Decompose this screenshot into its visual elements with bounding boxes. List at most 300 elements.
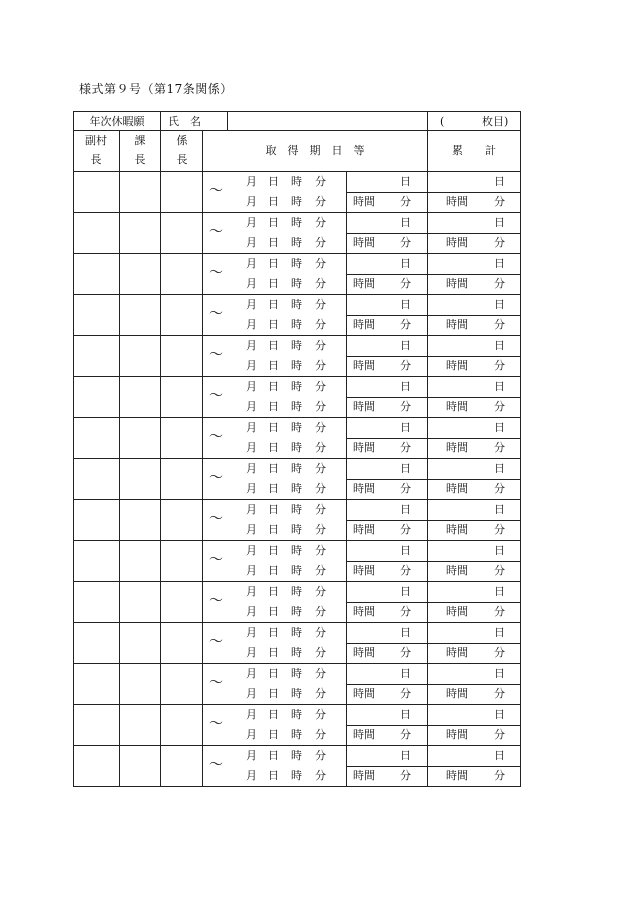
section-chief-seal[interactable]	[120, 254, 159, 293]
start-day-label: 日	[268, 585, 279, 598]
section-chief-seal[interactable]	[120, 172, 159, 211]
subsection-chief-seal[interactable]	[161, 377, 201, 416]
total-day-label: 日	[494, 339, 505, 352]
tilde: 〜	[209, 716, 223, 732]
subsection-chief-header-line2: 長	[176, 153, 188, 166]
end-day-label: 日	[268, 400, 279, 413]
deputy-village-head-header-line1: 副村	[85, 134, 107, 147]
end-hour-label: 時	[291, 236, 302, 249]
leave-row	[73, 541, 521, 582]
duration-minutes-label: 分	[400, 236, 411, 249]
subsection-chief-header-line1: 係	[176, 134, 188, 147]
end-day-label: 日	[268, 318, 279, 331]
column-header-row	[73, 131, 521, 172]
leave-row	[73, 336, 521, 377]
start-hour-label: 時	[291, 544, 302, 557]
duration-day-label: 日	[400, 626, 411, 639]
start-hour-label: 時	[291, 339, 302, 352]
total-minutes-label: 分	[494, 605, 505, 618]
end-month-label: 月	[246, 318, 257, 331]
duration-minutes-label: 分	[400, 523, 411, 536]
end-month-label: 月	[246, 400, 257, 413]
end-hour-label: 時	[291, 523, 302, 536]
divider	[202, 295, 203, 335]
total-hours-label: 時間	[446, 195, 468, 208]
duration-day-label: 日	[400, 667, 411, 680]
end-day-label: 日	[268, 687, 279, 700]
total-day-label: 日	[494, 298, 505, 311]
duration-minutes-label: 分	[400, 769, 411, 782]
duration-hours-label: 時間	[353, 236, 375, 249]
end-hour-label: 時	[291, 400, 302, 413]
divider	[346, 643, 521, 644]
duration-minutes-label: 分	[400, 277, 411, 290]
deputy-village-head-header-line2: 長	[90, 153, 102, 166]
leave-row	[73, 418, 521, 459]
start-day-label: 日	[268, 462, 279, 475]
duration-hours-label: 時間	[353, 277, 375, 290]
total-minutes-label: 分	[494, 687, 505, 700]
start-day-label: 日	[268, 544, 279, 557]
section-chief-seal[interactable]	[120, 541, 159, 580]
end-minute-label: 分	[315, 359, 326, 372]
name-label: 氏 名	[168, 115, 201, 128]
end-day-label: 日	[268, 646, 279, 659]
end-minute-label: 分	[315, 605, 326, 618]
section-chief-header-line1: 課	[134, 134, 146, 147]
divider	[202, 582, 203, 622]
subsection-chief-seal[interactable]	[161, 336, 201, 375]
duration-hours-label: 時間	[353, 523, 375, 536]
duration-minutes-label: 分	[400, 359, 411, 372]
deputy-village-head-seal[interactable]	[74, 172, 118, 211]
duration-day-label: 日	[400, 339, 411, 352]
subsection-chief-seal[interactable]	[161, 254, 201, 293]
start-day-label: 日	[268, 503, 279, 516]
section-chief-seal[interactable]	[120, 705, 159, 744]
duration-hours-label: 時間	[353, 646, 375, 659]
end-month-label: 月	[246, 482, 257, 495]
total-hours-label: 時間	[446, 359, 468, 372]
sheet-number-label: 枚目)	[482, 115, 509, 128]
divider	[346, 766, 521, 767]
period-header: 取 得 期 日 等	[265, 144, 365, 157]
end-month-label: 月	[246, 605, 257, 618]
subsection-chief-seal[interactable]	[161, 541, 201, 580]
total-minutes-label: 分	[494, 646, 505, 659]
deputy-village-head-seal[interactable]	[74, 459, 118, 498]
end-day-label: 日	[268, 441, 279, 454]
leave-request-form	[73, 111, 521, 787]
section-chief-seal[interactable]	[120, 746, 159, 785]
end-hour-label: 時	[291, 769, 302, 782]
end-day-label: 日	[268, 523, 279, 536]
start-month-label: 月	[246, 339, 257, 352]
end-minute-label: 分	[315, 318, 326, 331]
end-month-label: 月	[246, 564, 257, 577]
start-hour-label: 時	[291, 421, 302, 434]
total-hours-label: 時間	[446, 687, 468, 700]
end-day-label: 日	[268, 482, 279, 495]
end-hour-label: 時	[291, 482, 302, 495]
divider	[202, 213, 203, 253]
total-hours-label: 時間	[446, 441, 468, 454]
total-minutes-label: 分	[494, 318, 505, 331]
duration-day-label: 日	[400, 503, 411, 516]
total-minutes-label: 分	[494, 769, 505, 782]
duration-hours-label: 時間	[353, 687, 375, 700]
start-month-label: 月	[246, 462, 257, 475]
leave-row	[73, 377, 521, 418]
divider	[346, 438, 521, 439]
duration-day-label: 日	[400, 544, 411, 557]
deputy-village-head-seal[interactable]	[74, 664, 118, 703]
tilde: 〜	[209, 757, 223, 773]
start-day-label: 日	[268, 175, 279, 188]
total-hours-label: 時間	[446, 318, 468, 331]
tilde: 〜	[209, 634, 223, 650]
start-day-label: 日	[268, 708, 279, 721]
duration-hours-label: 時間	[353, 605, 375, 618]
subsection-chief-seal[interactable]	[161, 746, 201, 785]
start-minute-label: 分	[315, 749, 326, 762]
duration-day-label: 日	[400, 708, 411, 721]
duration-day-label: 日	[400, 421, 411, 434]
total-minutes-label: 分	[494, 441, 505, 454]
deputy-village-head-seal[interactable]	[74, 746, 118, 785]
duration-minutes-label: 分	[400, 728, 411, 741]
end-month-label: 月	[246, 523, 257, 536]
leave-rows	[73, 172, 521, 787]
section-chief-seal[interactable]	[120, 213, 159, 252]
divider	[346, 192, 521, 193]
duration-hours-label: 時間	[353, 769, 375, 782]
deputy-village-head-seal[interactable]	[74, 377, 118, 416]
start-minute-label: 分	[315, 544, 326, 557]
end-hour-label: 時	[291, 441, 302, 454]
section-chief-seal[interactable]	[120, 418, 159, 457]
subsection-chief-seal[interactable]	[161, 213, 201, 252]
total-minutes-label: 分	[494, 728, 505, 741]
end-minute-label: 分	[315, 728, 326, 741]
start-hour-label: 時	[291, 503, 302, 516]
divider	[346, 356, 521, 357]
divider	[202, 459, 203, 499]
deputy-village-head-seal[interactable]	[74, 582, 118, 621]
section-chief-seal[interactable]	[120, 664, 159, 703]
duration-hours-label: 時間	[353, 400, 375, 413]
leave-row	[73, 623, 521, 664]
leave-row	[73, 500, 521, 541]
total-hours-label: 時間	[446, 728, 468, 741]
duration-minutes-label: 分	[400, 318, 411, 331]
cumulative-header: 累 計	[452, 144, 496, 157]
subsection-chief-seal[interactable]	[161, 500, 201, 539]
tilde: 〜	[209, 593, 223, 609]
section-chief-seal[interactable]	[120, 623, 159, 662]
deputy-village-head-seal[interactable]	[74, 418, 118, 457]
section-chief-header-line2: 長	[134, 153, 146, 166]
duration-hours-label: 時間	[353, 728, 375, 741]
start-minute-label: 分	[315, 503, 326, 516]
tilde: 〜	[209, 470, 223, 486]
total-day-label: 日	[494, 708, 505, 721]
start-minute-label: 分	[315, 708, 326, 721]
start-day-label: 日	[268, 626, 279, 639]
total-minutes-label: 分	[494, 359, 505, 372]
subsection-chief-seal[interactable]	[161, 705, 201, 744]
duration-minutes-label: 分	[400, 482, 411, 495]
duration-minutes-label: 分	[400, 605, 411, 618]
start-hour-label: 時	[291, 175, 302, 188]
total-hours-label: 時間	[446, 523, 468, 536]
total-hours-label: 時間	[446, 646, 468, 659]
divider	[202, 254, 203, 294]
leave-row	[73, 295, 521, 336]
section-chief-seal[interactable]	[120, 500, 159, 539]
form-caption: 様式第９号（第17条関係）	[79, 82, 233, 96]
end-day-label: 日	[268, 359, 279, 372]
end-month-label: 月	[246, 728, 257, 741]
divider	[202, 418, 203, 458]
total-day-label: 日	[494, 421, 505, 434]
subsection-chief-seal[interactable]	[161, 295, 201, 334]
tilde: 〜	[209, 306, 223, 322]
divider	[202, 500, 203, 540]
header-row	[73, 111, 521, 131]
tilde: 〜	[209, 265, 223, 281]
tilde: 〜	[209, 675, 223, 691]
leave-row	[73, 582, 521, 623]
end-day-label: 日	[268, 728, 279, 741]
end-minute-label: 分	[315, 646, 326, 659]
subsection-chief-seal[interactable]	[161, 172, 201, 211]
divider	[160, 112, 161, 130]
duration-day-label: 日	[400, 257, 411, 270]
divider	[346, 602, 521, 603]
end-month-label: 月	[246, 195, 257, 208]
divider	[202, 664, 203, 704]
section-chief-seal[interactable]	[120, 459, 159, 498]
start-month-label: 月	[246, 749, 257, 762]
divider	[202, 336, 203, 376]
section-chief-seal[interactable]	[120, 377, 159, 416]
duration-hours-label: 時間	[353, 441, 375, 454]
deputy-village-head-seal[interactable]	[74, 336, 118, 375]
total-hours-label: 時間	[446, 400, 468, 413]
divider	[227, 112, 228, 130]
end-minute-label: 分	[315, 236, 326, 249]
divider	[119, 131, 120, 171]
start-hour-label: 時	[291, 298, 302, 311]
divider	[346, 397, 521, 398]
tilde: 〜	[209, 183, 223, 199]
total-minutes-label: 分	[494, 400, 505, 413]
end-month-label: 月	[246, 441, 257, 454]
leave-row	[73, 705, 521, 746]
end-month-label: 月	[246, 687, 257, 700]
start-month-label: 月	[246, 503, 257, 516]
tilde: 〜	[209, 511, 223, 527]
duration-day-label: 日	[400, 585, 411, 598]
form-title: 年次休暇願	[89, 115, 145, 128]
start-month-label: 月	[246, 544, 257, 557]
end-hour-label: 時	[291, 646, 302, 659]
end-month-label: 月	[246, 236, 257, 249]
divider	[346, 315, 521, 316]
subsection-chief-seal[interactable]	[161, 664, 201, 703]
end-month-label: 月	[246, 359, 257, 372]
start-day-label: 日	[268, 339, 279, 352]
start-minute-label: 分	[315, 175, 326, 188]
total-day-label: 日	[494, 175, 505, 188]
start-month-label: 月	[246, 667, 257, 680]
end-hour-label: 時	[291, 195, 302, 208]
start-minute-label: 分	[315, 585, 326, 598]
end-hour-label: 時	[291, 318, 302, 331]
start-month-label: 月	[246, 421, 257, 434]
deputy-village-head-seal[interactable]	[74, 254, 118, 293]
duration-minutes-label: 分	[400, 195, 411, 208]
subsection-chief-seal[interactable]	[161, 582, 201, 621]
duration-hours-label: 時間	[353, 318, 375, 331]
leave-row	[73, 746, 521, 787]
end-day-label: 日	[268, 605, 279, 618]
start-hour-label: 時	[291, 462, 302, 475]
total-day-label: 日	[494, 462, 505, 475]
duration-day-label: 日	[400, 462, 411, 475]
duration-day-label: 日	[400, 175, 411, 188]
start-hour-label: 時	[291, 667, 302, 680]
leave-row	[73, 213, 521, 254]
start-month-label: 月	[246, 216, 257, 229]
start-minute-label: 分	[315, 216, 326, 229]
start-hour-label: 時	[291, 216, 302, 229]
divider	[346, 274, 521, 275]
start-minute-label: 分	[315, 421, 326, 434]
duration-minutes-label: 分	[400, 646, 411, 659]
section-chief-seal[interactable]	[120, 295, 159, 334]
leave-row	[73, 459, 521, 500]
deputy-village-head-seal[interactable]	[74, 705, 118, 744]
deputy-village-head-seal[interactable]	[74, 541, 118, 580]
leave-row	[73, 664, 521, 705]
divider	[346, 725, 521, 726]
start-hour-label: 時	[291, 749, 302, 762]
end-month-label: 月	[246, 277, 257, 290]
end-hour-label: 時	[291, 359, 302, 372]
divider	[346, 684, 521, 685]
end-day-label: 日	[268, 236, 279, 249]
deputy-village-head-seal[interactable]	[74, 295, 118, 334]
total-day-label: 日	[494, 503, 505, 516]
start-minute-label: 分	[315, 298, 326, 311]
start-minute-label: 分	[315, 380, 326, 393]
total-hours-label: 時間	[446, 605, 468, 618]
total-day-label: 日	[494, 585, 505, 598]
subsection-chief-seal[interactable]	[161, 459, 201, 498]
end-minute-label: 分	[315, 564, 326, 577]
end-minute-label: 分	[315, 482, 326, 495]
divider	[202, 541, 203, 581]
start-minute-label: 分	[315, 667, 326, 680]
start-day-label: 日	[268, 216, 279, 229]
total-day-label: 日	[494, 216, 505, 229]
start-day-label: 日	[268, 667, 279, 680]
total-day-label: 日	[494, 380, 505, 393]
deputy-village-head-seal[interactable]	[74, 623, 118, 662]
total-minutes-label: 分	[494, 277, 505, 290]
end-minute-label: 分	[315, 523, 326, 536]
end-month-label: 月	[246, 769, 257, 782]
start-hour-label: 時	[291, 380, 302, 393]
start-hour-label: 時	[291, 708, 302, 721]
total-hours-label: 時間	[446, 277, 468, 290]
end-hour-label: 時	[291, 728, 302, 741]
total-hours-label: 時間	[446, 236, 468, 249]
section-chief-seal[interactable]	[120, 336, 159, 375]
divider	[202, 705, 203, 745]
duration-minutes-label: 分	[400, 400, 411, 413]
subsection-chief-seal[interactable]	[161, 623, 201, 662]
start-day-label: 日	[268, 380, 279, 393]
end-minute-label: 分	[315, 769, 326, 782]
divider	[160, 131, 161, 171]
start-hour-label: 時	[291, 585, 302, 598]
deputy-village-head-seal[interactable]	[74, 500, 118, 539]
duration-minutes-label: 分	[400, 441, 411, 454]
end-minute-label: 分	[315, 277, 326, 290]
start-month-label: 月	[246, 380, 257, 393]
total-minutes-label: 分	[494, 482, 505, 495]
divider	[427, 131, 428, 171]
duration-minutes-label: 分	[400, 564, 411, 577]
total-minutes-label: 分	[494, 564, 505, 577]
start-day-label: 日	[268, 749, 279, 762]
section-chief-seal[interactable]	[120, 582, 159, 621]
total-day-label: 日	[494, 257, 505, 270]
start-month-label: 月	[246, 708, 257, 721]
sheet-paren-open: (	[440, 115, 445, 128]
total-day-label: 日	[494, 626, 505, 639]
start-month-label: 月	[246, 626, 257, 639]
end-minute-label: 分	[315, 441, 326, 454]
start-month-label: 月	[246, 585, 257, 598]
end-hour-label: 時	[291, 564, 302, 577]
leave-row	[73, 172, 521, 213]
divider	[202, 623, 203, 663]
name-field[interactable]	[234, 116, 422, 128]
total-minutes-label: 分	[494, 236, 505, 249]
start-minute-label: 分	[315, 626, 326, 639]
subsection-chief-seal[interactable]	[161, 418, 201, 457]
duration-hours-label: 時間	[353, 482, 375, 495]
divider	[202, 131, 203, 171]
duration-day-label: 日	[400, 298, 411, 311]
tilde: 〜	[209, 388, 223, 404]
divider	[346, 561, 521, 562]
total-minutes-label: 分	[494, 523, 505, 536]
total-hours-label: 時間	[446, 564, 468, 577]
tilde: 〜	[209, 552, 223, 568]
deputy-village-head-seal[interactable]	[74, 213, 118, 252]
tilde: 〜	[209, 224, 223, 240]
tilde: 〜	[209, 429, 223, 445]
end-day-label: 日	[268, 769, 279, 782]
start-minute-label: 分	[315, 339, 326, 352]
start-day-label: 日	[268, 298, 279, 311]
end-day-label: 日	[268, 195, 279, 208]
